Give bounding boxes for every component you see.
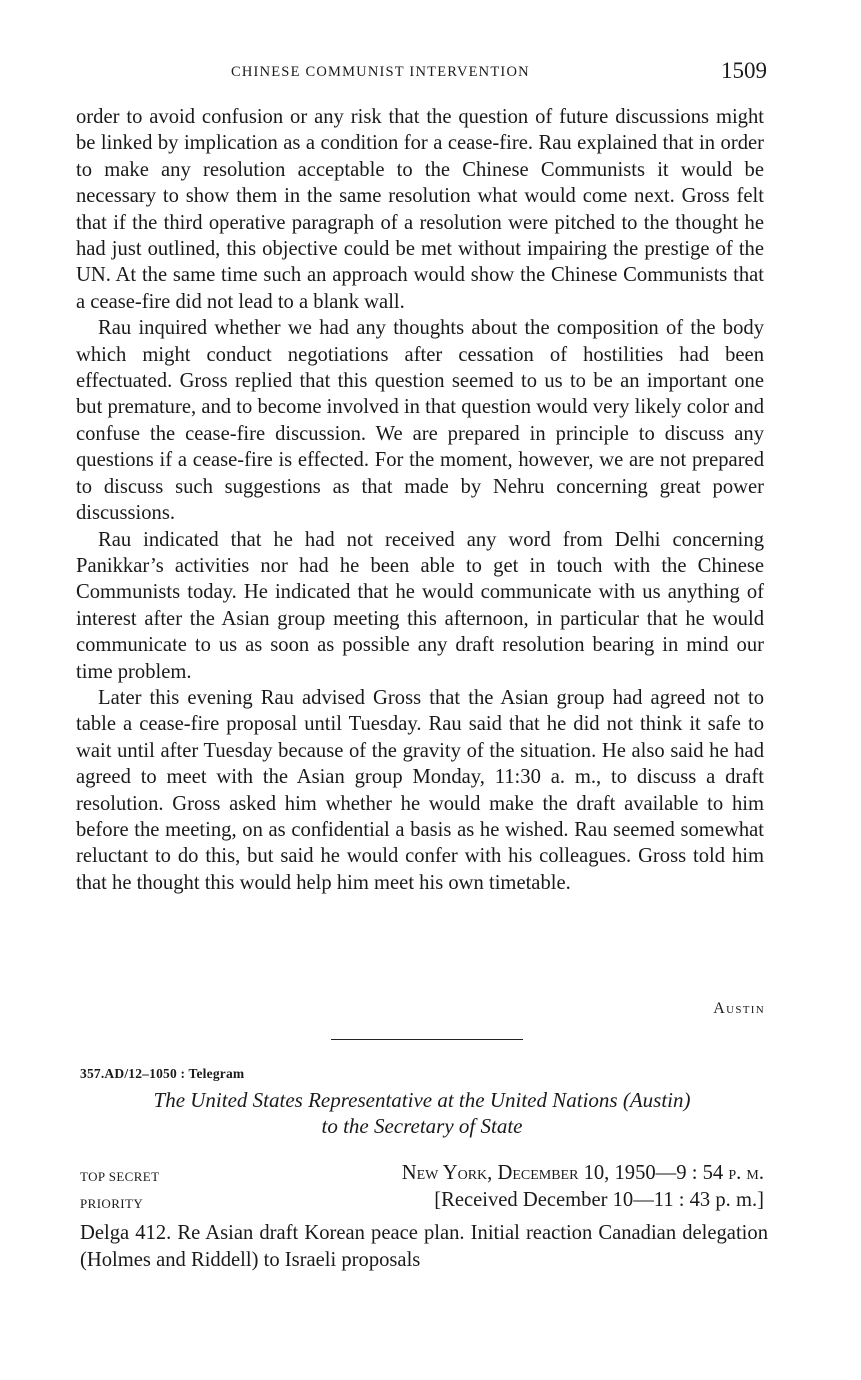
heading-line-1: The United States Representative at the United Nations (Austin) [153, 1088, 691, 1112]
telegram-opening: Delga 412. Re Asian draft Korean peace plan. Initial reaction Canadian delegation (Holmes and Riddell) to Israeli proposals [80, 1222, 768, 1271]
running-title: CHINESE COMMUNIST INTERVENTION [231, 64, 530, 80]
page-number: 1509 [721, 58, 767, 83]
file-reference: 357.AD/12–1050 : Telegram [80, 1066, 245, 1081]
paragraph-composition: Rau inquired whether we had any thoughts about the composition of the body which might conduct negotiations after cessation of hostilities had been effectuated. Gross replied that this question seemed to us to be an important one but premature, and to become involved in that question would very likely color and confuse the cease-fire discussion. We are prepared in principle to discuss any questions if a cease-fire is effected. For the moment, however, we are not prepared to discuss such suggestions as that made by Nehru concerning great power discussions. [76, 317, 764, 525]
classification: TOP SECRET [80, 1169, 160, 1184]
paragraph-continued: order to avoid confusion or any risk that the question of future discussions might be linked by implication as a condition for a cease-fire. Rau explained that in order to make any resolution acceptable to the Chinese Communists it would be necessary to show them in the same resolution what would come next. Gross felt that if the third operative paragraph of a resolution were pitched to the thought he had just outlined, this objective could be met without impairing the prestige of the UN. At the same time such an approach would show the Chinese Communists that a cease-fire did not lead to a blank wall. [76, 106, 764, 313]
received-dateline: [Received December 10—11 : 43 p. m.] [434, 1189, 764, 1211]
document-heading [80, 1087, 764, 1139]
running-head [76, 58, 765, 88]
section-divider [331, 1039, 523, 1040]
meta-row-received [80, 1189, 764, 1215]
paragraph-panikkar: Rau indicated that he had not received any word from Delhi concerning Panikkar’s activities nor had he been able to get in touch with the Chinese Communists today. He indicated that he would communicate with us anything of interest after the Asian group meeting this afternoon, in particular that he would communicate to us as soon as possible any draft resolution bearing in mind our time problem. [76, 528, 764, 683]
meta-row-sent [80, 1162, 764, 1188]
signature: Austin [713, 1000, 765, 1017]
precedence: PRIORITY [80, 1196, 144, 1211]
heading-line-2: to the Secretary of State [321, 1114, 523, 1138]
sent-dateline: New York, December 10, 1950—9 : 54 p. m. [401, 1162, 764, 1184]
body-text [76, 104, 764, 896]
telegram-text [80, 1220, 768, 1274]
paragraph-later-evening: Later this evening Rau advised Gross that the Asian group had agreed not to table a cease-fire proposal until Tuesday. Rau said that he did not think it safe to wait until after Tuesday because of the gravity of the situation. He also said he had agreed to meet with the Asian group Monday, 11:30 a. m., to discuss a draft resolution. Gross asked him whether he would make the draft available to him before the meeting, on as confidential a basis as he wished. Rau seemed somewhat reluctant to do this, but said he would confer with his colleagues. Gross told him that he thought this would help him meet his own timetable. [76, 686, 764, 894]
